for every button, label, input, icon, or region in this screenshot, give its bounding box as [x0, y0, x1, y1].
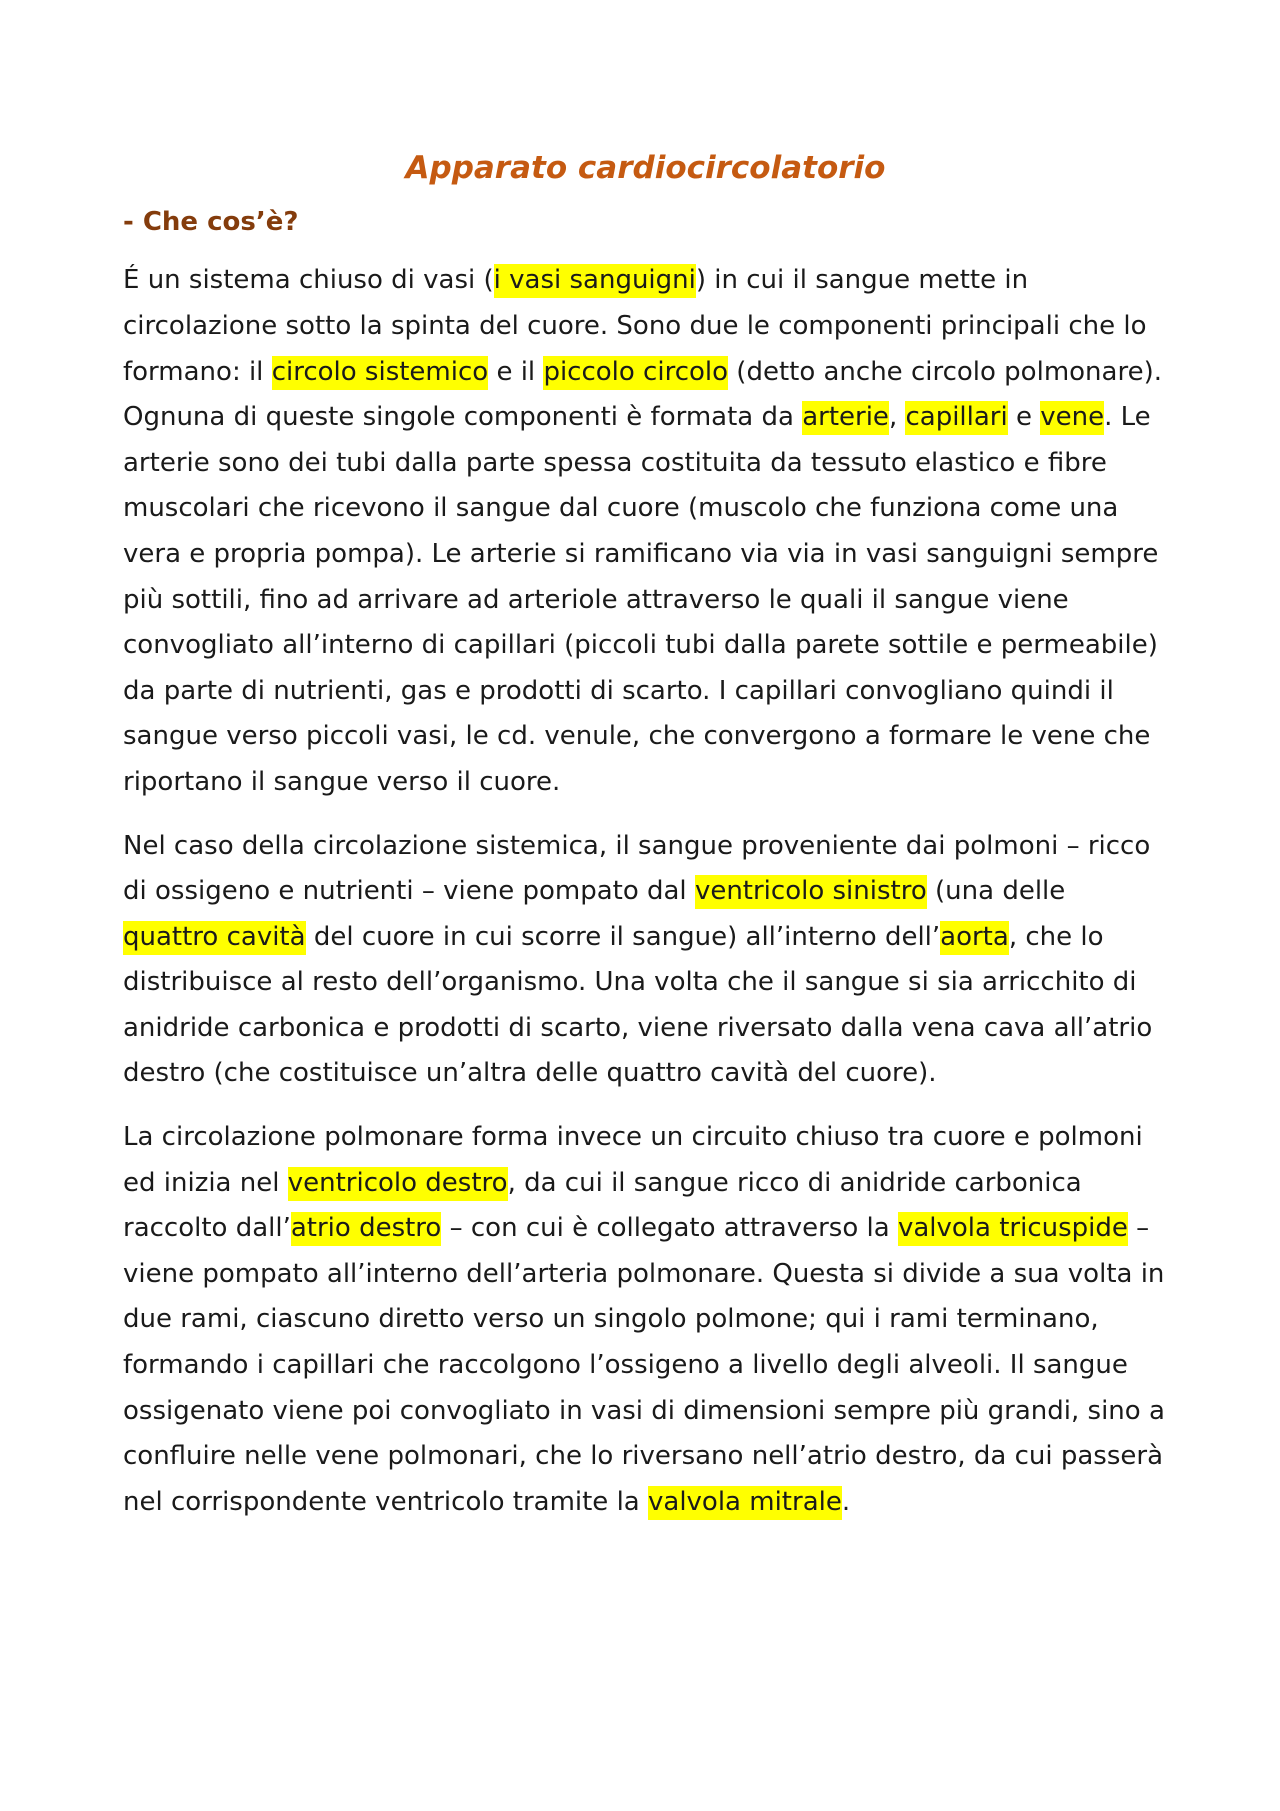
- section-heading: - Che cos’è?: [123, 207, 299, 238]
- text-run: (detto anche circolo polmonare). Ognuna di queste singole componenti è formata da: [123, 356, 1162, 433]
- document-body: [123, 258, 1168, 1525]
- text-run: .: [841, 1486, 851, 1517]
- highlighted-term: atrio destro: [291, 1212, 441, 1246]
- text-run: – viene pompato all’interno dell’arteria polmonare. Questa si divide a sua volta in due rami, ciascuno diretto verso un singolo polmone; qui i rami terminano, formando i capillari che raccolgono l’ossigeno a livello degli alveoli. Il sangue ossigenato viene poi convogliato in vasi di dimensioni sempre più grandi, sino a confluire nelle vene polmonari, che lo riversano nell’atrio destro, da cui passerà nel corrispondente ventricolo tramite la: [123, 1213, 1165, 1517]
- text-run: del cuore in cui scorre il sangue) all’interno dell’: [305, 921, 941, 952]
- highlighted-term: quattro cavità: [123, 921, 306, 955]
- document-page: [123, 150, 1168, 1543]
- paragraph-1: [123, 258, 1168, 805]
- text-run: Nel caso della circolazione sistemica, il sangue proveniente dai polmoni – ricco di ossigeno e nutrienti – viene pompato dal: [123, 830, 1151, 907]
- text-run: – con cui è collegato attraverso la: [441, 1213, 898, 1244]
- highlighted-term: i vasi sanguigni: [494, 264, 696, 298]
- text-run: e: [1007, 402, 1041, 433]
- highlighted-term: ventricolo sinistro: [695, 875, 927, 909]
- highlighted-term: aorta: [940, 921, 1009, 955]
- text-run: , da cui il sangue ricco di anidride carbonica raccolto dall’: [123, 1167, 1082, 1244]
- document-title: Apparato cardiocircolatorio: [405, 150, 886, 186]
- highlighted-term: ventricolo destro: [288, 1167, 508, 1201]
- paragraph-3: [123, 1115, 1168, 1525]
- text-run: , che lo distribuisce al resto dell’organismo. Una volta che il sangue si sia arricchito di anidride carbonica e prodotti di scarto, viene riversato dalla vena cava all’atrio destro (che costituisce un’altra delle quattro cavità del cuore).: [123, 921, 1153, 1089]
- highlighted-term: vene: [1040, 401, 1104, 435]
- highlighted-term: piccolo circolo: [543, 356, 728, 390]
- text-run: ,: [888, 402, 906, 433]
- text-run: ) in cui il sangue mette in circolazione sotto la spinta del cuore. Sono due le componenti principali che lo formano: il: [123, 265, 1147, 387]
- text-run: . Le arterie sono dei tubi dalla parte spessa costituita da tessuto elastico e fibre muscolari che ricevono il sangue dal cuore (muscolo che funziona come una vera e propria pompa). Le arterie si ramificano via via in vasi sanguigni sempre più sottili, fino ad arrivare ad arteriole attraverso le quali il sangue viene convogliato all’interno di capillari (piccoli tubi dalla parete sottile e permeabile) da parte di nutrienti, gas e prodotti di scarto. I capillari convogliano quindi il sangue verso piccoli vasi, le cd. venule, che convergono a formare le vene che riportano il sangue verso il cuore.: [123, 402, 1159, 797]
- text-run: e il: [488, 356, 544, 387]
- text-run: É un sistema chiuso di vasi (: [123, 265, 494, 296]
- text-run: (una delle: [926, 876, 1066, 907]
- highlighted-term: arterie: [802, 401, 889, 435]
- paragraph-2: [123, 824, 1168, 1098]
- highlighted-term: capillari: [905, 401, 1007, 435]
- highlighted-term: circolo sistemico: [272, 356, 489, 390]
- highlighted-term: valvola mitrale: [648, 1486, 842, 1520]
- highlighted-term: valvola tricuspide: [898, 1212, 1128, 1246]
- text-run: La circolazione polmonare forma invece un circuito chiuso tra cuore e polmoni ed inizia nel: [123, 1122, 1143, 1198]
